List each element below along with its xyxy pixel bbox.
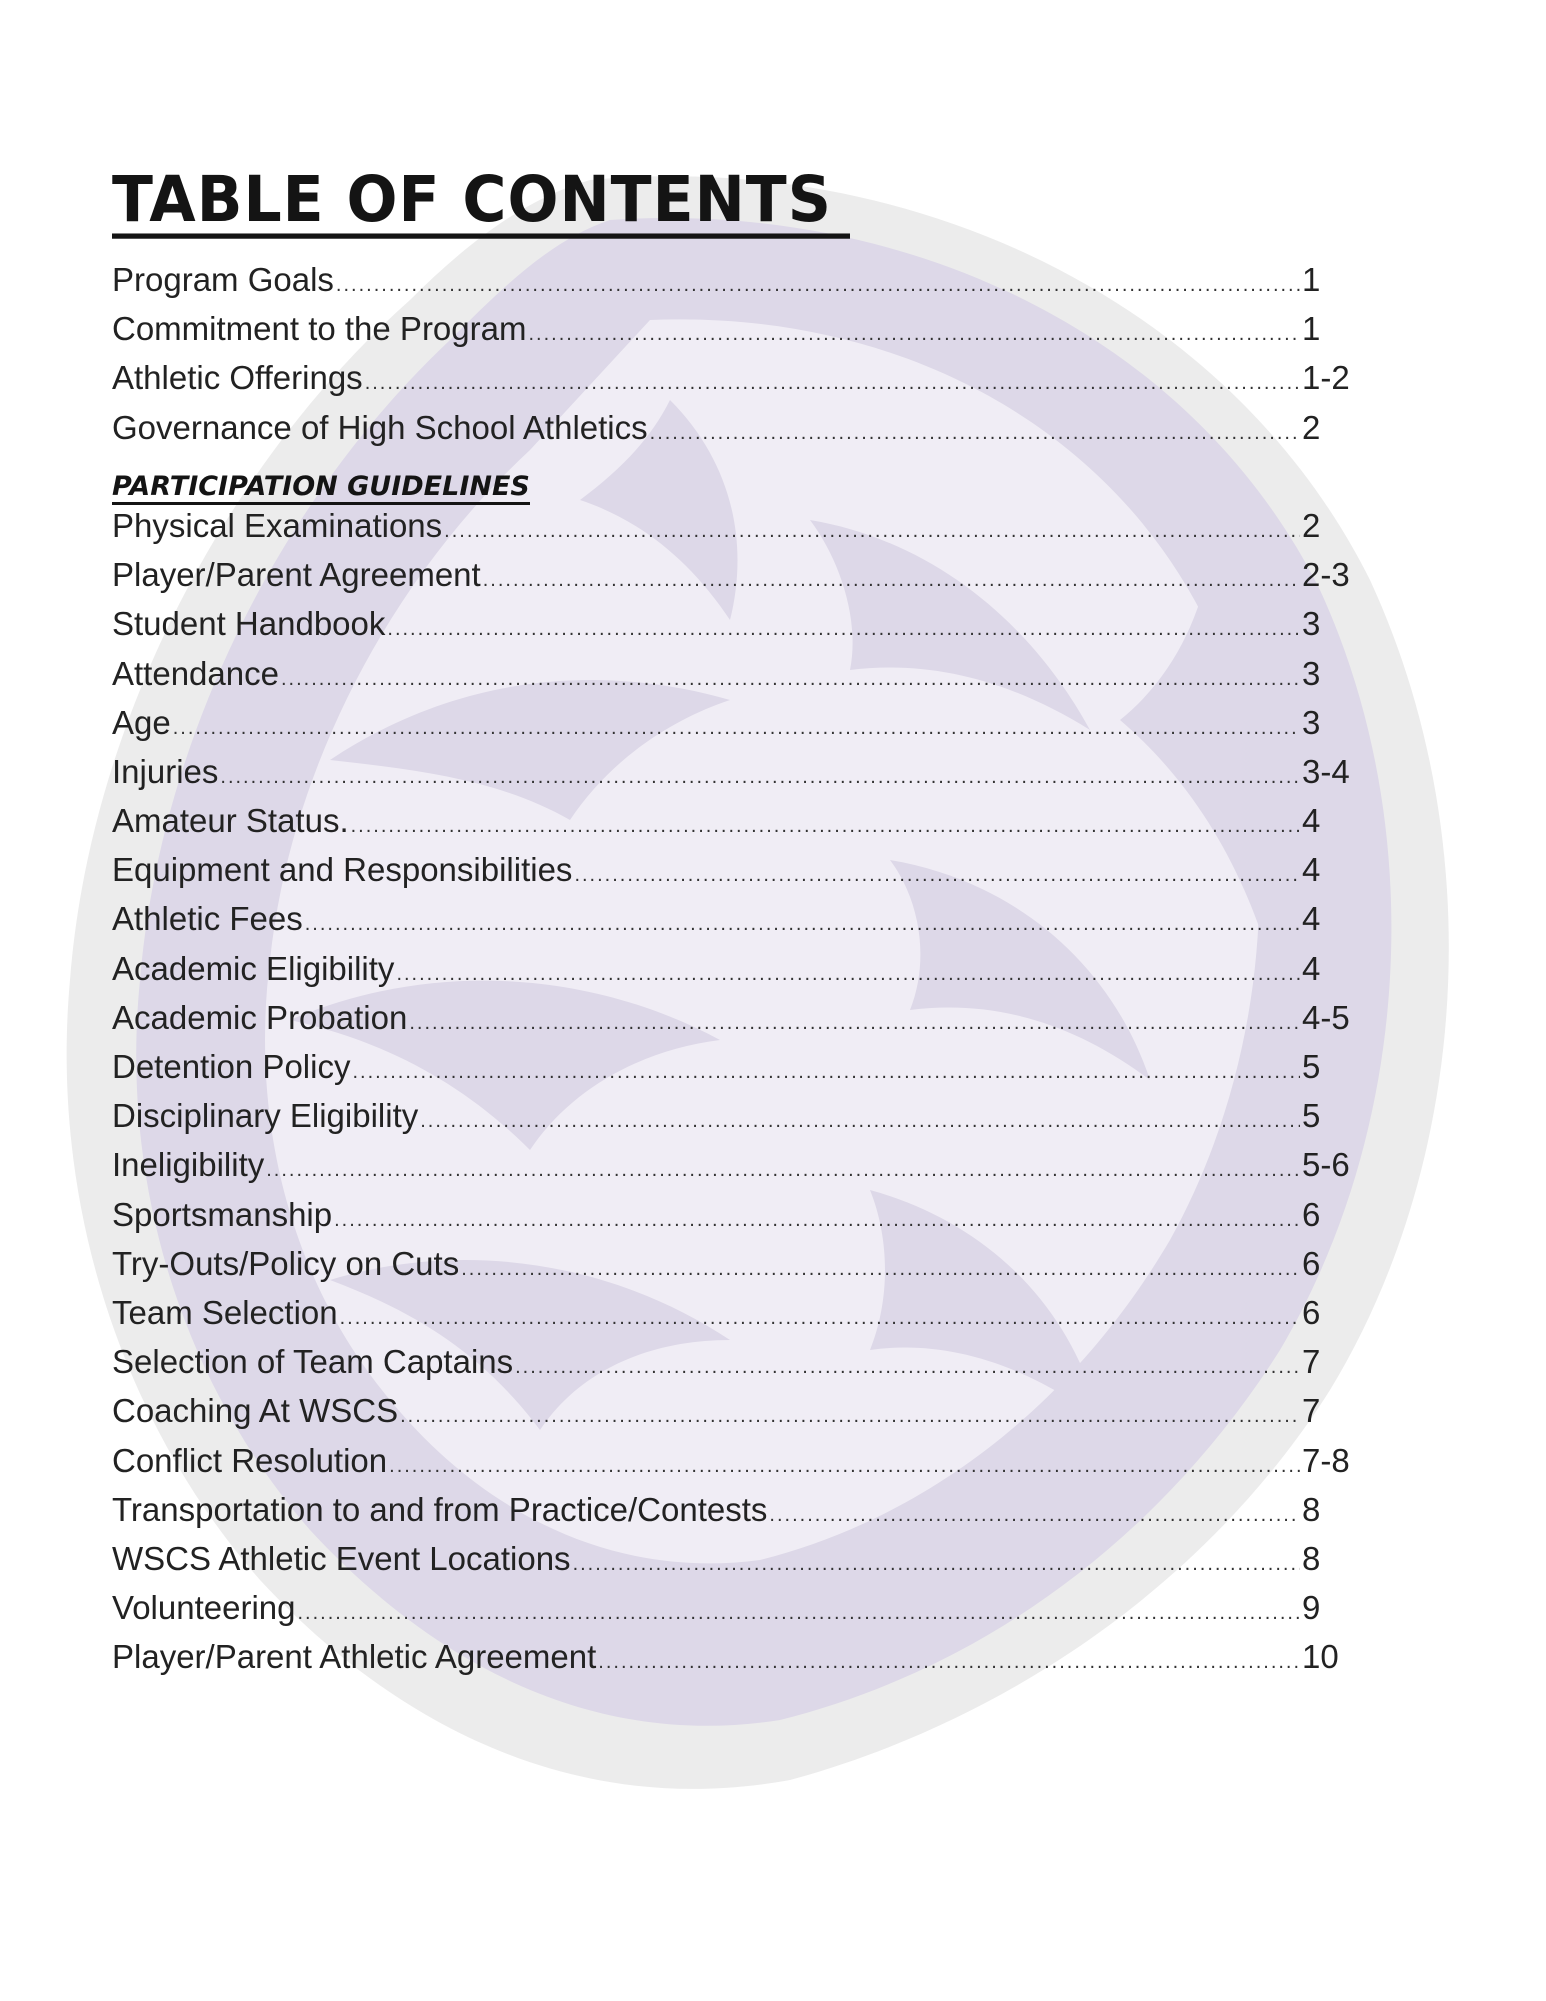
dot-leader	[305, 913, 1300, 936]
dot-leader	[365, 372, 1300, 395]
toc-entry-label: Transportation to and from Practice/Contests	[112, 1490, 768, 1528]
toc-entry-label: Disciplinary Eligibility	[112, 1097, 419, 1135]
dot-leader	[483, 569, 1300, 592]
toc-entry-page: 4	[1302, 851, 1321, 889]
toc-entry-page: 3	[1302, 605, 1321, 643]
toc-entry-label: Athletic Fees	[112, 900, 303, 938]
toc-entry-label: Sportsmanship	[112, 1195, 333, 1233]
dot-leader	[266, 1159, 1300, 1182]
dot-leader	[173, 717, 1300, 740]
toc-entry[interactable]	[112, 556, 1362, 605]
toc-entry-label: Physical Examinations	[112, 506, 443, 544]
toc-entry[interactable]	[112, 1491, 1362, 1540]
dot-leader	[769, 1504, 1300, 1527]
dot-leader	[340, 1307, 1300, 1330]
toc-entry[interactable]	[112, 1540, 1362, 1589]
toc-entry-page: 4	[1302, 949, 1321, 987]
toc-entry[interactable]	[112, 802, 1362, 851]
dot-leader	[297, 1602, 1300, 1625]
toc-entry-label: Equipment and Responsibilities	[112, 851, 573, 889]
toc-entry-label: Detention Policy	[112, 1048, 351, 1085]
toc-entry[interactable]	[112, 1589, 1362, 1638]
toc-entry-page: 1	[1302, 261, 1321, 298]
toc-entry-page: 2	[1302, 408, 1321, 446]
dot-leader	[573, 1553, 1300, 1576]
toc-entry[interactable]	[112, 310, 1362, 359]
toc-entry-label: Ineligibility	[112, 1146, 265, 1184]
section-heading	[112, 458, 1362, 507]
toc-entry-label: Selection of Team Captains	[112, 1343, 514, 1381]
toc-entry[interactable]	[112, 1392, 1362, 1441]
toc-entry[interactable]	[112, 605, 1362, 654]
toc-entry-label: Amateur Status.	[112, 802, 349, 840]
dot-leader	[336, 274, 1300, 297]
dot-leader	[444, 520, 1300, 543]
dot-leader	[528, 323, 1300, 346]
toc-entry[interactable]	[112, 1442, 1362, 1491]
dot-leader	[352, 1061, 1300, 1084]
toc-entry-page: 1	[1302, 310, 1321, 348]
toc-entry-label: Athletic Offerings	[112, 359, 363, 397]
toc-entry-page: 7-8	[1302, 1441, 1350, 1479]
toc-entry-label: Try-Outs/Policy on Cuts	[112, 1244, 460, 1282]
toc-entry-page: 8	[1302, 1539, 1321, 1577]
dot-leader	[396, 963, 1300, 986]
dot-leader	[650, 422, 1300, 445]
toc-entry-page: 4	[1302, 802, 1321, 840]
toc-entry-page: 7	[1302, 1392, 1321, 1430]
toc-entry-label: Attendance	[112, 654, 279, 692]
toc-entry-label: Player/Parent Athletic Agreement	[112, 1638, 597, 1676]
toc-entry-page: 6	[1302, 1293, 1321, 1331]
dot-leader	[334, 1209, 1300, 1232]
toc-entry[interactable]	[112, 1097, 1362, 1146]
toc-entry-label: Player/Parent Agreement	[112, 556, 481, 594]
section-heading-text: PARTICIPATION GUIDELINES	[112, 472, 530, 505]
toc-entry-page: 7	[1302, 1343, 1321, 1381]
toc-entry-label: Team Selection	[112, 1293, 338, 1331]
toc-entry-page: 9	[1302, 1589, 1321, 1627]
toc-entry-page: 8	[1302, 1490, 1321, 1528]
toc-entry-label: Academic Probation	[112, 998, 408, 1036]
toc-entry[interactable]	[112, 1294, 1362, 1343]
toc-entry[interactable]	[112, 1146, 1362, 1195]
table-of-contents	[112, 163, 1362, 1687]
toc-entry[interactable]	[112, 507, 1362, 556]
dot-leader	[220, 766, 1300, 789]
page-title: TABLE OF CONTENTS	[112, 166, 850, 238]
toc-entry[interactable]	[112, 1343, 1362, 1392]
dot-leader	[574, 864, 1300, 887]
toc-entry[interactable]	[112, 409, 1362, 458]
dot-leader	[351, 815, 1300, 838]
toc-entry-page: 4	[1302, 900, 1321, 938]
dot-leader	[389, 1455, 1300, 1478]
toc-entry-label: Age	[112, 703, 171, 741]
toc-entry-page: 6	[1302, 1195, 1321, 1233]
toc-entry-label: Volunteering	[112, 1589, 296, 1627]
dot-leader	[461, 1258, 1300, 1281]
toc-entry-page: 10	[1302, 1638, 1339, 1676]
toc-entry-page: 3-4	[1302, 752, 1350, 790]
toc-entry[interactable]	[112, 1245, 1362, 1294]
toc-entry-label: Commitment to the Program	[112, 310, 527, 348]
toc-entry-label: Conflict Resolution	[112, 1441, 388, 1479]
dot-leader	[387, 618, 1300, 641]
toc-entry[interactable]	[112, 1638, 1362, 1687]
toc-entry-page: 1-2	[1302, 359, 1350, 397]
dot-leader	[400, 1405, 1300, 1428]
toc-entry[interactable]	[112, 359, 1362, 408]
dot-leader	[409, 1012, 1300, 1035]
toc-entry-label: Governance of High School Athletics	[112, 408, 648, 446]
toc-entry-label: Program Goals	[112, 261, 334, 298]
dot-leader	[515, 1356, 1300, 1379]
toc-entry-page: 3	[1302, 654, 1321, 692]
toc-entry-label: Coaching At WSCS	[112, 1392, 399, 1430]
dot-leader	[281, 668, 1300, 691]
toc-entry-page: 6	[1302, 1244, 1321, 1282]
toc-entry[interactable]	[112, 1048, 1362, 1097]
toc-entry-label: Student Handbook	[112, 605, 386, 643]
toc-entry[interactable]	[112, 900, 1362, 949]
toc-entry-page: 5	[1302, 1097, 1321, 1135]
dot-leader	[598, 1651, 1300, 1674]
toc-entry[interactable]	[112, 999, 1362, 1048]
toc-entry-label: Academic Eligibility	[112, 949, 395, 987]
toc-entry[interactable]	[112, 851, 1362, 900]
toc-entry-page: 3	[1302, 703, 1321, 741]
toc-entry-page: 5	[1302, 1048, 1321, 1085]
dot-leader	[420, 1110, 1300, 1133]
toc-entry[interactable]	[112, 261, 1362, 310]
toc-entry[interactable]	[112, 1196, 1362, 1245]
toc-entry-page: 2-3	[1302, 556, 1350, 594]
toc-entry-page: 4-5	[1302, 998, 1350, 1036]
toc-entry[interactable]	[112, 655, 1362, 704]
toc-entries	[112, 261, 1362, 1687]
toc-entry[interactable]	[112, 950, 1362, 999]
toc-entry-label: WSCS Athletic Event Locations	[112, 1539, 571, 1577]
toc-entry[interactable]	[112, 753, 1362, 802]
toc-entry-page: 5-6	[1302, 1146, 1350, 1184]
toc-entry-label: Injuries	[112, 752, 219, 790]
toc-entry[interactable]	[112, 704, 1362, 753]
toc-entry-page: 2	[1302, 506, 1321, 544]
